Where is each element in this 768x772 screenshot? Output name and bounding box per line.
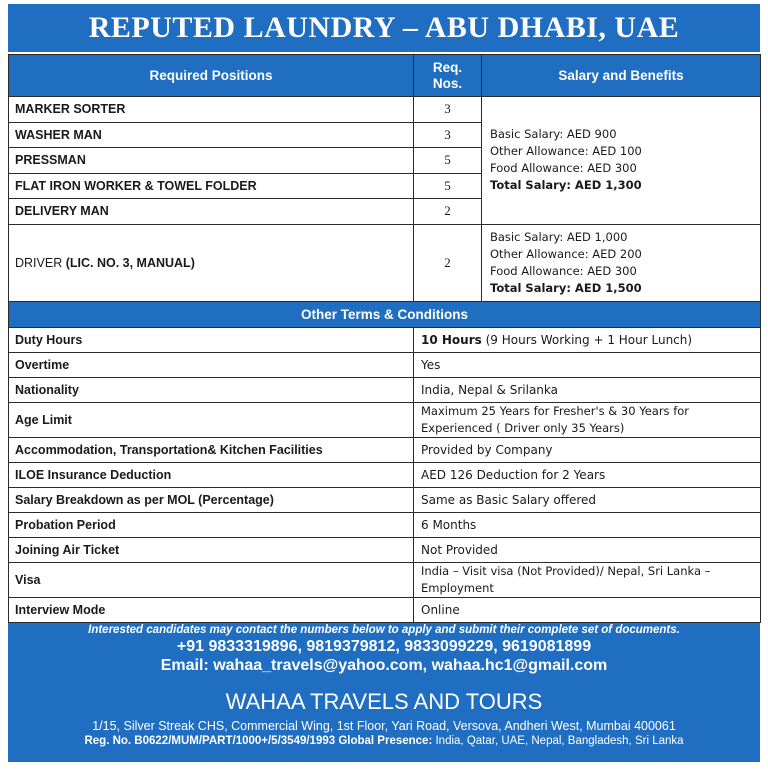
term-row-accommodation: [9, 437, 761, 462]
term-row-interview: [9, 597, 761, 622]
term-row-salary-breakdown: [9, 487, 761, 512]
food-allowance: Food Allowance: AED 300: [490, 263, 637, 278]
term-label: Joining Air Ticket: [9, 537, 414, 562]
salary-header: Salary and Benefits: [482, 55, 761, 97]
registration-number: Reg. No. B0622/MUM/PART/1000+/5/3549/1993 Global Presence:: [84, 735, 433, 747]
term-value: AED 126 Deduction for 2 Years: [414, 462, 761, 487]
term-label: Duty Hours: [9, 327, 414, 352]
term-value: India – Visit visa (Not Provided)/ Nepal, Sri Lanka – Employment: [414, 562, 761, 597]
position-count: 3: [414, 122, 482, 148]
term-value: India, Nepal & Srilanka: [414, 377, 761, 402]
positions-table: [8, 54, 761, 623]
term-label: Accommodation, Transportation& Kitchen Facilities: [9, 437, 414, 462]
driver-label: DRIVER: [15, 255, 66, 270]
term-label: Interview Mode: [9, 597, 414, 622]
food-allowance: Food Allowance: AED 300: [490, 161, 637, 176]
term-row-visa: [9, 562, 761, 597]
terms-header-row: [9, 301, 761, 327]
other-allowance: Other Allowance: AED 200: [490, 246, 642, 261]
table-row-driver: [9, 224, 761, 301]
page-title: REPUTED LAUNDRY – ABU DHABI, UAE: [8, 4, 760, 52]
term-label: Probation Period: [9, 512, 414, 537]
term-row-duty-hours: [9, 327, 761, 352]
term-label: Overtime: [9, 352, 414, 377]
position-name: FLAT IRON WORKER & TOWEL FOLDER: [9, 173, 414, 199]
term-value: [414, 327, 761, 352]
phone-numbers: +91 9833319896, 9819379812, 9833099229, 9619081899: [176, 638, 592, 655]
duty-hours-detail: (9 Hours Working + 1 Hour Lunch): [481, 332, 693, 347]
position-name: DELIVERY MAN: [9, 199, 414, 225]
position-count: 5: [414, 148, 482, 174]
position-count: 5: [414, 173, 482, 199]
application-note: Interested candidates may contact the numbers below to apply and submit their complete set of documents.: [88, 624, 680, 636]
duty-hours-bold: 10 Hours: [421, 332, 482, 347]
total-salary: Total Salary: AED 1,300: [490, 178, 642, 193]
position-count: 3: [414, 97, 482, 123]
basic-salary: Basic Salary: AED 900: [490, 127, 617, 142]
other-allowance: Other Allowance: AED 100: [490, 144, 642, 159]
term-label: Salary Breakdown as per MOL (Percentage): [9, 487, 414, 512]
position-name: PRESSMAN: [9, 148, 414, 174]
terms-header: Other Terms & Conditions: [9, 301, 761, 327]
term-value: Same as Basic Salary offered: [414, 487, 761, 512]
global-presence: India, Qatar, UAE, Nepal, Bangladesh, Sri Lanka: [432, 735, 684, 747]
basic-salary: Basic Salary: AED 1,000: [490, 229, 628, 244]
term-label: Age Limit: [9, 402, 414, 437]
term-value: Online: [414, 597, 761, 622]
total-salary: Total Salary: AED 1,500: [490, 280, 642, 295]
positions-header: Required Positions: [9, 55, 414, 97]
contact-footer: [8, 623, 760, 762]
term-row-overtime: [9, 352, 761, 377]
driver-licence-note: (LIC. NO. 3, MANUAL): [65, 255, 195, 270]
term-value: Maximum 25 Years for Fresher's & 30 Years for Experienced ( Driver only 35 Years): [414, 402, 761, 437]
term-label: ILOE Insurance Deduction: [9, 462, 414, 487]
term-value: 6 Months: [414, 512, 761, 537]
term-label: Nationality: [9, 377, 414, 402]
term-row-nationality: [9, 377, 761, 402]
term-row-iloe: [9, 462, 761, 487]
term-label: Visa: [9, 562, 414, 597]
position-name: WASHER MAN: [9, 122, 414, 148]
company-address: 1/15, Silver Streak CHS, Commercial Wing, 1st Floor, Yari Road, Versova, Andheri West, Mumbai 400061: [92, 719, 676, 733]
position-count: 2: [414, 199, 482, 225]
term-row-age-limit: [9, 402, 761, 437]
term-row-air-ticket: [9, 537, 761, 562]
company-name: WAHAA TRAVELS AND TOURS: [225, 689, 543, 714]
term-row-probation: [9, 512, 761, 537]
position-name: MARKER SORTER: [9, 97, 414, 123]
term-value: Not Provided: [414, 537, 761, 562]
salary-benefits-group-1: [482, 97, 761, 225]
table-row: [9, 97, 761, 123]
driver-count: 2: [414, 224, 482, 301]
salary-benefits-group-2: [482, 224, 761, 301]
term-value: Provided by Company: [414, 437, 761, 462]
driver-position-name: [9, 224, 414, 301]
email-addresses: Email: wahaa_travels@yahoo.com, wahaa.hc1@gmail.com: [160, 657, 608, 674]
registration-info: [8, 735, 760, 747]
req-nos-header: Req. Nos.: [414, 55, 482, 97]
table-header-row: [9, 55, 761, 97]
term-value: Yes: [414, 352, 761, 377]
